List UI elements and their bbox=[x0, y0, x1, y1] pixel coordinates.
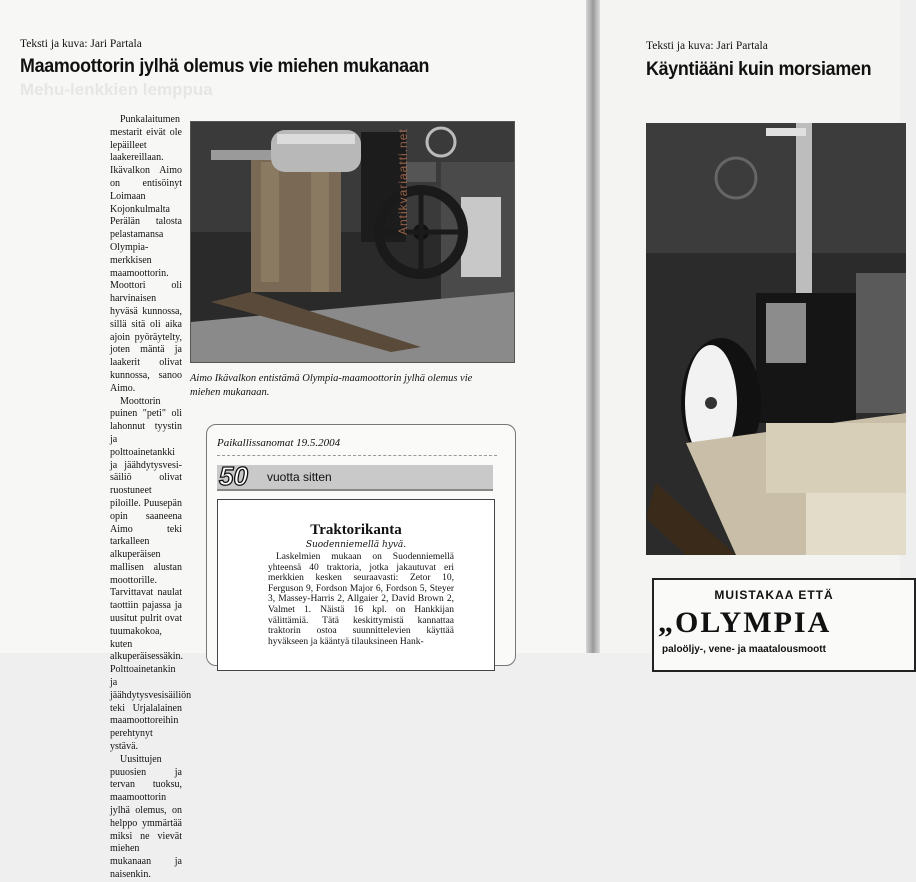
years-ago-banner bbox=[217, 461, 493, 491]
olympia-advertisement bbox=[652, 578, 916, 672]
page-gutter bbox=[586, 0, 600, 653]
right-headline: Käyntiääni kuin morsiamen bbox=[646, 59, 872, 80]
years-number: 50 bbox=[219, 461, 248, 491]
bleed-through-text: Mehu-lenkkien lemppua bbox=[20, 80, 213, 99]
article-body bbox=[110, 114, 192, 882]
news-item bbox=[217, 499, 495, 671]
divider bbox=[217, 455, 497, 456]
clipping-source: Paikallissanomat 19.5.2004 bbox=[217, 437, 341, 449]
right-byline: Teksti ja kuva: Jari Partala bbox=[646, 40, 768, 52]
engine-photo-right bbox=[646, 123, 906, 555]
engine-photo bbox=[190, 121, 515, 363]
news-subtitle: Suodenniemellä hyvä. bbox=[305, 540, 407, 550]
years-label: vuotta sitten bbox=[267, 470, 332, 484]
photo-caption: Aimo Ikävalkon entistämä Olympia-maamoottorin jylhä olemus vie miehen mukanaan. bbox=[190, 373, 473, 398]
article-paragraph: Punkalaitumen mestarit eivät ole lepäilleet laakereillaan. Ikävalkon Aimo on entisöinyt Loimaan Kojonkulmalta Perälän talosta pelastamansa Olympia-merkkisen maamoottorin. Moottori oli harvinaisen hyväsä kunnossa, sillä sitä oli aika ajoin pyöräytelty, joten mäntä ja laakerit olivat kunnossa, sanoo Aimo. bbox=[110, 114, 182, 394]
watermark: Antikvariaatti.net bbox=[396, 128, 410, 235]
ad-heading: MUISTAKAA ETTÄ bbox=[714, 588, 834, 602]
right-page bbox=[600, 0, 900, 653]
ad-brand: „OLYMPIA bbox=[658, 606, 832, 639]
left-headline: Maamoottorin jylhä olemus vie miehen mukanaan bbox=[20, 56, 430, 77]
newspaper-clipping bbox=[206, 424, 516, 666]
left-byline: Teksti ja kuva: Jari Partala bbox=[20, 38, 142, 50]
article-paragraph: Moottorin puinen "peti" oli lahonnut tyystin ja polttoainetankki ja jäähdytysvesi-säiliö olivat ruostuneet piloille. Puusepän opin saaneena Aimo teki tarkalleen alkuperäisen mallisen alustan moottorille. Tarvittavat naulat taottiin pajassa ja uusitut pulrit ovat tuumakokoa, kuten alkuperäisessäkin. Polttoainetankin ja jäähdytysvesisäiliön teki Urjalalainen maamoottoreihin perehtynyt ystävä. bbox=[110, 395, 192, 753]
news-title: Traktorikanta bbox=[310, 522, 402, 538]
article-paragraph: Uusittujen puuosien ja tervan tuoksu, maamoottorin jylhä olemus, on helppo ymmärtää miksi ne vievät miehen mukanaan ja naisenkin. bbox=[110, 753, 182, 881]
ad-subline: paloöljy-, vene- ja maatalousmoott bbox=[662, 644, 826, 655]
news-body: Laskelmien mukaan on Suodenniemellä yhteensä 40 traktoria, jotka jakautuvat eri merkkien kesken seuraavasti: Zetor 10, Ferguson 9, Fordson Major 6, Fordson 5, Steyer 3, Massey-Harris 2, Allgaier 2, David Brown 2, Valmet 1. Näistä 16 kpl. on Hankkijan välittämiä. Tätä keskittymistä kannattaa traktorin ostoa suunnittelevien käyttää hyväkseen ja kääntyä tilauksineen Hank- bbox=[268, 552, 454, 647]
